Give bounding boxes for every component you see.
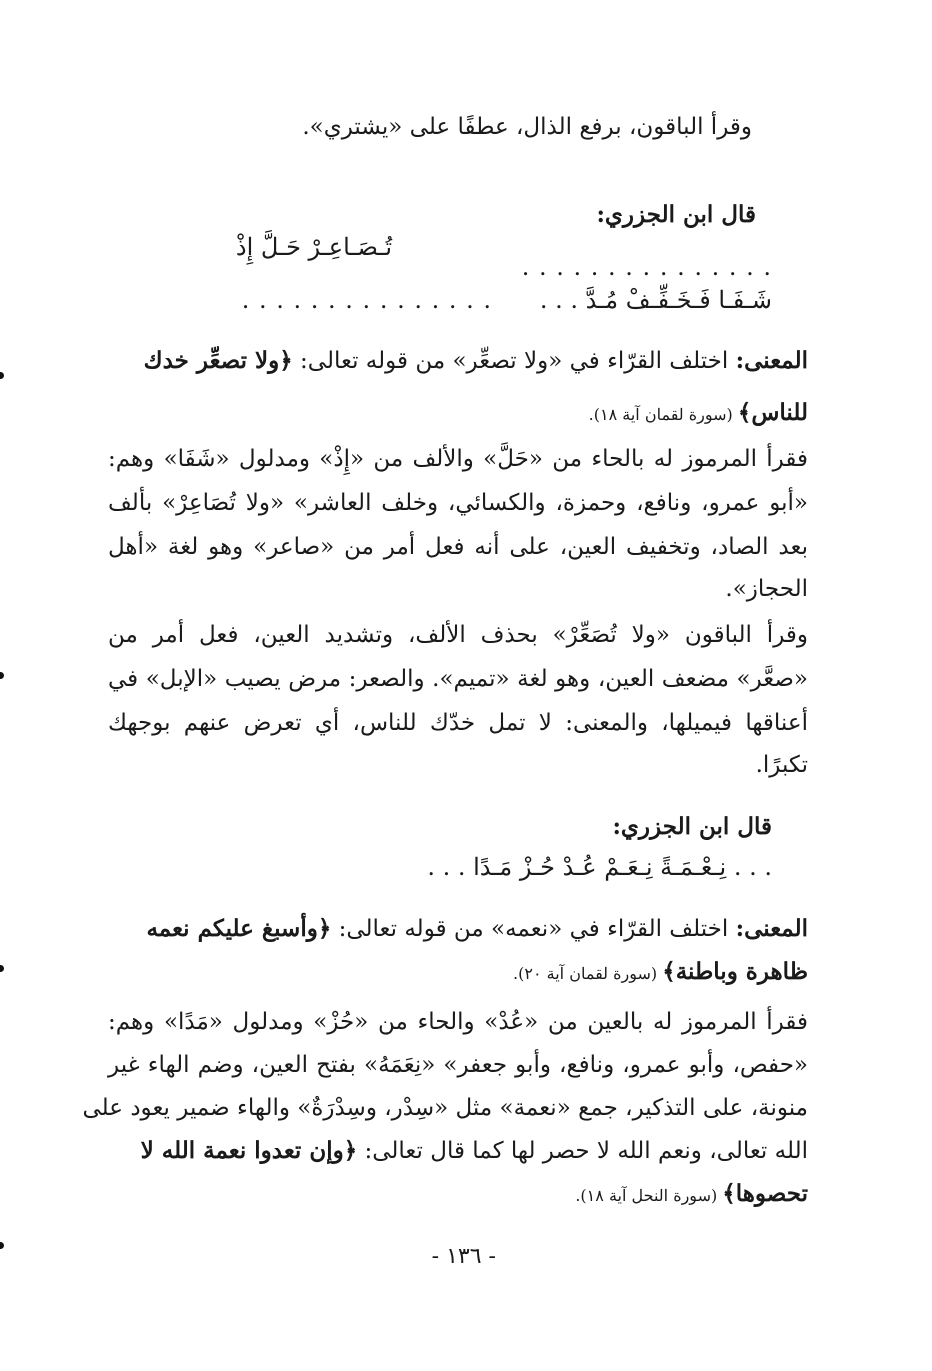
para3-line1: فقرأ المرموز له بالعين من «عُدْ» والحاء من «حُزْ» ومدلول «مَدًا» وهم: [108,1009,808,1035]
para2-line4: تكبرًا. [755,752,808,778]
meaning1-line2 [589,396,808,432]
surah-reference: (سورة لقمان آية ٢٠). [513,964,663,983]
para2-line1: وقرأ الباقون «ولا تُصَعِّرْ» بحذف الألف، وتشديد العين، فعل أمر من [108,622,808,648]
para3-line4 [108,1134,808,1168]
para1-line3: بعد الصاد، وتخفيف العين، على أنه فعل أمر من «صاعر» وهو لغة «أهل [108,534,808,560]
verse1-line1-dots: . . . . . . . . . . . . . . . [521,253,772,281]
verse2-line: . . . نِـعْـمَـةً نِـعَـمْ عُـدْ حُـزْ مَـدًا . . . [427,853,772,881]
meaning1-line1 [108,344,808,378]
top-line: وقرأ الباقون، برفع الذال، عطفًا على «يشتري». [302,114,752,140]
verse1-line2-words: شَـفَـا فَـخَـفِّـفْ مُـدَّ . . . [539,286,772,314]
scan-mark [0,672,4,679]
quran-quote: ﴿ولا تصعِّر خدك [143,347,293,374]
surah-reference: (سورة النحل آية ١٨). [575,1186,723,1205]
section2-heading: قال ابن الجزري: [612,813,772,840]
meaning2-line2 [513,955,808,991]
para3-line2: «حفص، وأبو عمرو، ونافع، وأبو جعفر» «نِعَمَهُ» بفتح العين، وضم الهاء غير [108,1052,808,1078]
page-number: - ١٣٦ - [431,1244,496,1269]
para2-line2: «صعَّر» مضعف العين، وهو لغة «تميم». والصعر: مرض يصيب «الإبل» في [108,666,808,692]
para2-line3: أعناقها فيميلها، والمعنى: لا تمل خدّك للناس، أي تعرض عنهم بوجهك [108,710,808,736]
scan-mark [0,1242,4,1249]
meaning2-line1 [108,912,808,946]
meaning-text: اختلف القرّاء في «ولا تصعِّر» من قوله تعالى: [292,348,736,374]
verse1-line1-words: تُـصَـاعِـرْ حَـلَّ إِذْ [235,233,392,261]
scan-mark [0,372,4,379]
quran-quote-end: تحصوها﴾ [722,1180,808,1207]
verse1-line2-dots: . . . . . . . . . . . . . . . [241,286,492,314]
para3-line5 [575,1177,808,1213]
quran-quote-end: للناس﴾ [737,399,808,426]
para3-line3: منونة، على التذكير، جمع «نعمة» مثل «سِدْر، وسِدْرَةٌ» والهاء ضمير يعود على [82,1095,808,1121]
scan-mark [0,965,4,972]
section1-heading: قال ابن الجزري: [596,201,756,228]
quran-quote-end: ظاهرة وباطنة﴾ [662,958,808,985]
meaning-label: المعنى: [735,915,808,942]
para3-line4-text: الله تعالى، ونعم الله لا حصر لها كما قال تعالى: [357,1138,808,1164]
para1-line1: فقرأ المرموز له بالحاء من «حَلَّ» والألف من «إِذْ» ومدلول «شَفَا» وهم: [108,446,808,472]
surah-reference: (سورة لقمان آية ١٨). [588,405,738,424]
quran-quote: ﴿وإن تعدوا نعمة الله لا [140,1137,358,1164]
meaning-label: المعنى: [735,347,808,374]
para1-line2: «أبو عمرو، ونافع، وحمزة، والكسائي، وخلف العاشر» «ولا تُصَاعِرْ» بألف [108,490,808,516]
meaning-text: اختلف القرّاء في «نعمه» من قوله تعالى: [331,916,736,942]
para1-line4: الحجاز». [725,576,808,602]
quran-quote: ﴿وأسبغ عليكم نعمه [146,915,332,942]
